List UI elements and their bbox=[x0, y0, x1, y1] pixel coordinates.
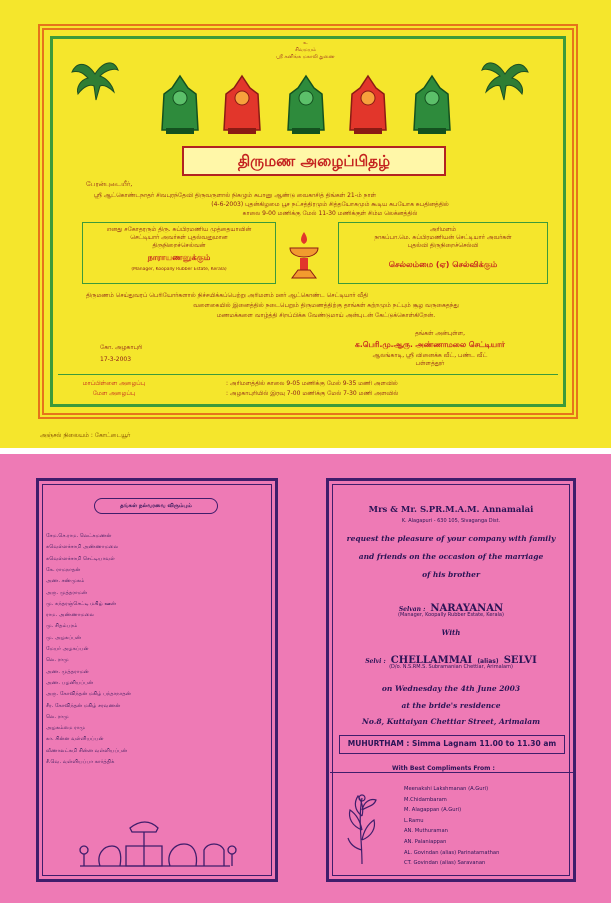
groom-line: திருநிறைச்செல்வன் bbox=[152, 242, 206, 249]
procession-icon bbox=[70, 816, 240, 870]
date-line: on Wednesday the 4th June 2003 bbox=[381, 684, 521, 693]
sender-city: பள்ளத்தூர் bbox=[415, 360, 445, 367]
hosts-name: Mrs & Mr. S.PR.M.A.M. Annamalai bbox=[368, 505, 534, 515]
bride-name: செல்லம்மை (ஏ) செல்விக்கும் bbox=[388, 260, 498, 269]
well-wisher-name: சுவெள்ளச்சாமி செட்டியாவள் bbox=[46, 555, 115, 562]
deity-icon bbox=[284, 74, 328, 136]
tamil-invitation-card bbox=[0, 0, 611, 448]
well-wishers-heading: தங்கள் நல்வரவை விரும்பும் bbox=[94, 498, 218, 514]
invitation-line: (4-6-2003) புதன்கிழமை பூச நட்சத்திரமும் சித்தயோகமும் கூடிய சுபயோக சுபதினத்தில் bbox=[211, 201, 449, 208]
address-line: No.8, Kuttaiyan Chettiar Street, Arimalam bbox=[361, 717, 541, 726]
sender-address: ஆலங்காடி, ஸ்ரீ வினைக்க வீட், பண்ட வீட் bbox=[372, 352, 488, 359]
well-wisher-name: மு. அழகப்பன் bbox=[46, 634, 82, 641]
schedule-label: மேள அழைப்பு bbox=[92, 390, 136, 397]
well-wisher-name: அரு. கோவிந்தன் மகிழ் பந்தாநாதன் bbox=[46, 691, 131, 698]
groom-note: (Manager, Koopally Rubber Estate, Kerala) bbox=[398, 612, 504, 618]
compliment-name: M. Alagappan (A.Guri) bbox=[404, 807, 462, 814]
bride-name: CHELLAMMAI bbox=[390, 655, 473, 666]
hosts-address: K. Alagapuri - 630 105, Sivaganga Dist. bbox=[401, 518, 501, 524]
well-wisher-name: மு. சிதம்பரம் bbox=[46, 623, 78, 630]
well-wisher-name: லெ. ராமு bbox=[46, 657, 69, 664]
compliment-name: AN. Muthuraman bbox=[404, 828, 448, 835]
invitation-title: திருமண அழைப்பிதழ் bbox=[182, 146, 446, 176]
well-wisher-name: கே. ராமநாதன் bbox=[46, 566, 81, 573]
well-wisher-name: அண. முத்தராமன் bbox=[46, 668, 89, 675]
lamp-icon bbox=[284, 230, 324, 280]
bride-line: புதல்வி திருநிறைச்செல்வி bbox=[407, 242, 479, 249]
well-wisher-name: வீணாலட்சுமி சின்ன வள்ளியப்பன் bbox=[46, 747, 128, 754]
bride-note: (D/o. N.S.RM.S. Subramanian Chettiar, Arimalam) bbox=[389, 664, 513, 670]
well-wisher-name: அழகம்மை ராமு bbox=[46, 725, 86, 732]
post-office-footer: அஞ்சல் நிலையம் : கோட்டையூர் bbox=[40, 432, 131, 439]
well-wisher-name: சேம.செ.ராம. லெட்சுமணன் bbox=[46, 533, 112, 539]
header-line-3: ஸ்ரீ கனிங்க மகாலி துணை bbox=[276, 54, 335, 60]
body-line: வளைகையில் இனைத்தில் நடைபெறும் திருமணத்திற்கு தாங்கள் சுற்றமும் நட்பும் சூழ வருகைதந்து bbox=[193, 302, 459, 309]
well-wisher-name: மேயர் அழகப்பன் bbox=[46, 646, 89, 652]
compliment-name: Meenakshi Lakshmanan (A.Guri) bbox=[404, 786, 489, 792]
compliment-name: M.Chidambaram bbox=[404, 796, 447, 803]
schedule-time: : அழகாபுரியில் இரவு 7-00 மணிக்கு மேல் 7-30 மணி அளவில் bbox=[226, 390, 399, 397]
groom-line: செட்டியார் அவர்கள் புதல்வனுமான bbox=[130, 234, 228, 241]
compliment-name: AL. Govindan (alias) Parinatarnathan bbox=[404, 849, 500, 856]
bride-name-2: SELVI bbox=[503, 655, 537, 666]
compliments-rule bbox=[330, 772, 574, 773]
well-wisher-name: லெ. ராமு bbox=[46, 713, 69, 720]
groom-name: நாராயணனுக்கும் bbox=[147, 253, 211, 262]
body-line: திருமணம் செய்துவரப் பெரியோர்களால் நிச்சயிக்கப்பெற்று அரிமளம் ஊர் ஆட்கொண்ட செட்டியார் வீதி bbox=[86, 292, 369, 299]
well-wisher-name: சீர. கோவிந்தன் மகிழ் சரவணன் bbox=[46, 702, 121, 709]
well-wisher-name: அரு. முத்தராமன் bbox=[46, 589, 87, 596]
groom-prefix: Selvan : bbox=[398, 606, 426, 613]
well-wisher-name: அண. பழனியப்பன் bbox=[46, 679, 94, 686]
well-wisher-name: சீ.வெ. வள்ளியப்பா கார்த்திக் bbox=[46, 759, 115, 765]
venue-line: at the bride's residence bbox=[401, 701, 501, 710]
compliment-name: CT. Govindan (alias) Saravanan bbox=[404, 860, 486, 867]
salutation: பேரன்புடையீர், bbox=[86, 180, 133, 188]
bride-line: நாகப்பா.மெ. சுப்பிரமணியன் செட்டியார் அவர்கள் bbox=[374, 234, 512, 241]
request-line: and friends on the occasion of the marriage bbox=[358, 552, 544, 561]
header-line-2: சிவமயம் bbox=[294, 47, 317, 53]
with-word: With bbox=[441, 628, 461, 637]
request-line: of his brother bbox=[422, 570, 480, 579]
left-bird-icon bbox=[70, 54, 120, 104]
groom-name: NARAYANAN bbox=[430, 603, 504, 614]
well-wisher-name: ராம. அண்ணாமலை bbox=[46, 612, 94, 619]
compliment-name: L.Ramu bbox=[404, 817, 424, 824]
deity-icon bbox=[346, 74, 390, 136]
invitation-line: ஸ்ரீ ஆட்கொண்டநாதர் சிவபுரந்தேவி திருவருளால் நிகழும் சுபானு ஆண்டு வைகாசித் திங்கள் 21-ம் நாள் bbox=[94, 192, 377, 199]
invitation-line: காலை 9-00 மணிக்கு மேல் 11-30 மணிக்குள் சிம்ம லெக்னத்தில் bbox=[242, 210, 418, 217]
groom-line: எனது சகோதரரும் திரு. சுப்பிரமணிய முத்தையாவின் bbox=[106, 226, 252, 233]
request-line: request the pleasure of your company with family bbox=[346, 534, 556, 543]
place-label: கோ. அழகாபுரி bbox=[100, 344, 143, 351]
header-line-1: உ bbox=[303, 40, 308, 46]
groom-note: (Manager, Koopally Rubber Estate, Kerala) bbox=[131, 267, 227, 272]
flower-icon bbox=[344, 790, 380, 866]
right-bird-icon bbox=[480, 54, 530, 104]
well-wisher-name: அண. சண்முகம் bbox=[46, 578, 85, 585]
bride-prefix: Selvi : bbox=[365, 658, 386, 665]
compliments-label: With Best Compliments From : bbox=[388, 765, 499, 772]
well-wisher-name: சுவெள்ளச்சாமி அண்ணாமலை bbox=[46, 544, 119, 551]
deity-icon bbox=[220, 74, 264, 136]
bride-alias: (alias) bbox=[477, 658, 499, 665]
schedule-time: : அரிமளத்தில் காலை 9-05 மணிக்கு மேல் 9-35 மணி அளவில் bbox=[226, 380, 398, 387]
well-wisher-name: கா. சின்ன வள்ளியப்பன் bbox=[46, 736, 104, 743]
bride-line: அரிமளம் bbox=[429, 226, 457, 233]
schedule-label: மாப்பிள்ளை அழைப்பு bbox=[82, 380, 146, 387]
sender-name: க.பெரி.மு.ஆரு. அண்ணாமலை செட்டியார் bbox=[355, 340, 505, 349]
date-label: 17-3-2003 bbox=[100, 356, 132, 363]
body-line: மணமக்களை வாழ்த்தி சிறப்பிக்க வேண்டுமாய் அன்புடன் கேட்டுக்கொள்கிறேன். bbox=[216, 312, 436, 319]
deity-icon bbox=[158, 74, 202, 136]
muhurtham-box: MUHURTHAM : Simma Lagnam 11.00 to 11.30 am bbox=[339, 735, 565, 754]
compliment-name: AN. Palaniappan bbox=[404, 839, 447, 845]
greeting: தங்கள் அன்புள்ள, bbox=[414, 330, 465, 337]
deity-icon bbox=[410, 74, 454, 136]
well-wisher-name: மு. சுந்தரஞ்செட்டி மகிழ் ஊன் bbox=[46, 600, 117, 607]
